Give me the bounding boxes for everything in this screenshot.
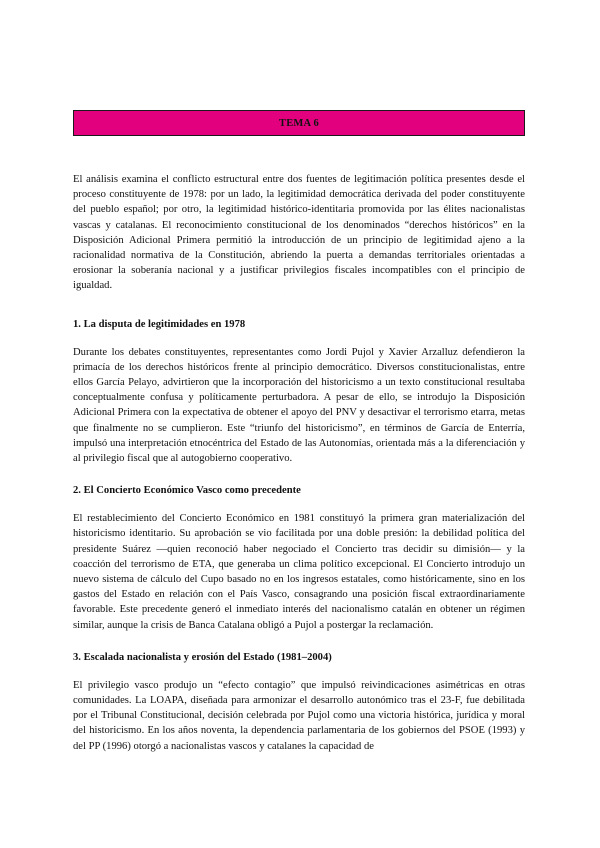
section-2-body: El restablecimiento del Concierto Económico en 1981 constituyó la primera gran materialización del historicismo identitario. Su aprobación se vio facilitada por una doble presión: la debilidad política del presidente Suárez —quien reconoció haber negociado el Concierto tras decidir su dimisión— y la coacción del terrorismo de ETA, que generaba un clima político excepcional. El Concierto introdujo un nuevo sistema de cálculo del Cupo basado no en los ingresos estatales, como históricamente, sino en los gastos del Estado en relación con el País Vasco, consagrando una posición fiscal extraordinariamente favorable. Este precedente generó el inmediato interés del nacionalismo catalán en obtener un régimen similar, aunque la crisis de Banca Catalana obligó a Pujol a postergar la reclamación. <box>73 513 525 631</box>
section-2-heading: 2. El Concierto Económico Vasco como precedente <box>73 485 301 497</box>
section-3-body: El privilegio vasco produjo un “efecto contagio” que impulsó reivindicaciones asimétricas en otras comunidades. La LOAPA, diseñada para armonizar el desarrollo autonómico tras el 23-F, fue debilitada por el Tribunal Constitucional, decisión celebrada por Pujol como una victoria histórica, jurídica y moral del historicismo. En los años noventa, la dependencia parlamentaria de los gobiernos del PSOE (1993) y del PP (1996) otorgó a nacionalistas vascos y catalanes la capacidad de <box>73 679 525 752</box>
title-banner <box>73 110 525 136</box>
document-body <box>73 172 525 754</box>
section-1-body: Durante los debates constituyentes, representantes como Jordi Pujol y Xavier Arzalluz defendieron la primacía de los derechos históricos frente al principio democrático. Diversos constitucionalistas, entre ellos García Pelayo, advirtieron que la incorporación del historicismo a un texto constitucional resultaba conceptualmente confusa y políticamente perturbadora. A pesar de ello, se introdujo la Disposición Adicional Primera con la expectativa de obtener el apoyo del PNV y desactivar el terrorismo etarra, metas que finalmente no se cumplieron. Este “triunfo del historicismo”, en términos de García de Enterría, impulsó una interpretación etnocéntrica del Estado de las Autonomías, orientada más a la diferenciación y al privilegio fiscal que al autogobierno cooperativo. <box>73 346 525 465</box>
section-1-heading: 1. La disputa de legitimidades en 1978 <box>73 318 246 330</box>
page-title: TEMA 6 <box>279 117 319 129</box>
section-3-heading: 3. Escalada nacionalista y erosión del Estado (1981–2004) <box>73 651 332 663</box>
intro-paragraph: El análisis examina el conflicto estructural entre dos fuentes de legitimación política presentes desde el proceso constituyente de 1978: por un lado, la legitimidad democrática derivada del poder constituyente del pueblo español; por otro, la legitimidad histórico-identitaria promovida por las élites nacionalistas vascas y catalanas. El reconocimiento constitucional de los denominados “derechos históricos” en la Disposición Adicional Primera permitió la introducción de un principio de legitimidad ajeno a la racionalidad normativa de la Constitución, abriendo la puerta a demandas territoriales orientadas a erosionar la soberanía nacional y a justificar privilegios fiscales incompatibles con el principio de igualdad. <box>73 174 525 292</box>
